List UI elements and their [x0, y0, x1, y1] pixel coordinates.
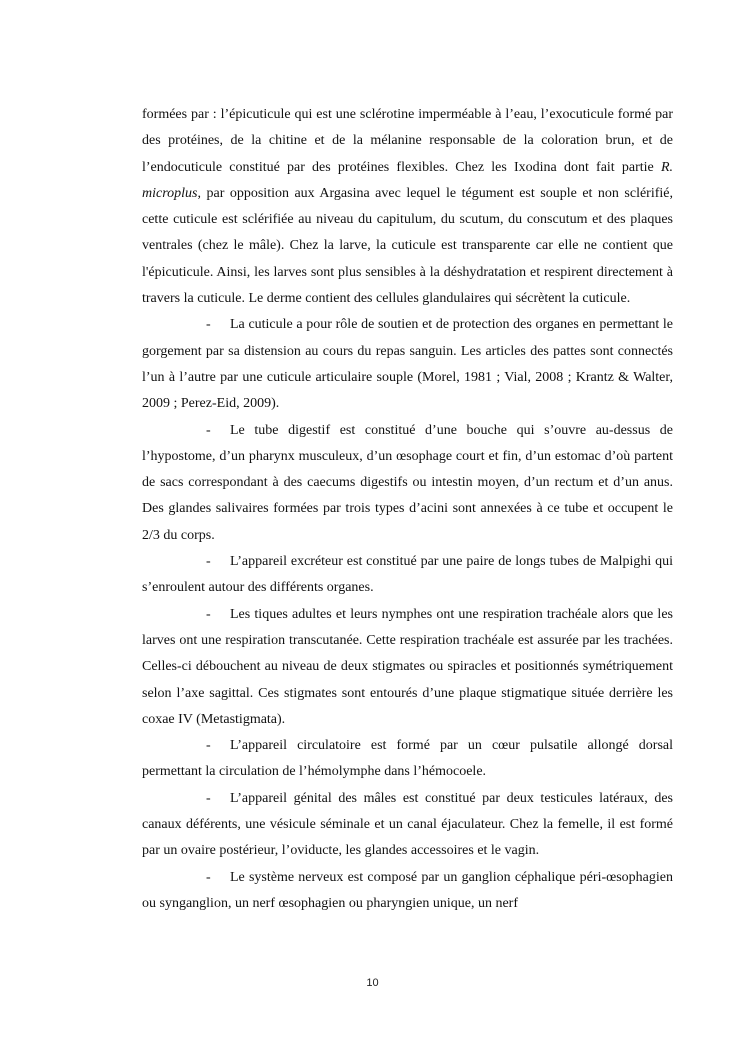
page-number: 10: [366, 977, 379, 989]
bullet-paragraph: [142, 733, 673, 786]
bullet-dash: -: [206, 869, 211, 885]
bullet-text-tube-digestif: Le tube digestif est constitué d’une bouche qui s’ouvre au-dessus de l’hypostome, d’un pharynx musculeux, d’un œsophage court et fin, d’un estomac d’où partent de sacs correspondant à des caecums digestifs ou intestin moyen, d’un rectum et d’un anus. Des glandes salivaires formées par trois types d’acini sont annexées à ce tube et occupent le 2/3 du corps.: [142, 422, 673, 543]
bullet-paragraph: [142, 786, 673, 865]
bullet-text-appareil-genital: L’appareil génital des mâles est constitué par deux testicules latéraux, des canaux déférents, une vésicule séminale et un canal éjaculateur. Chez la femelle, il est formé par un ovaire postérieur, l’oviducte, les glandes accessoires et le vagin.: [142, 790, 673, 859]
species-name: R. microplus: [142, 159, 673, 201]
bullet-dash: -: [206, 554, 211, 570]
bullet-text-systeme-nerveux: Le système nerveux est composé par un ganglion céphalique péri-œsophagien ou synganglion, un nerf œsophagien ou pharyngien unique, un nerf: [142, 869, 673, 911]
bullet-paragraph: [142, 549, 673, 602]
bullet-text-cuticule: La cuticule a pour rôle de soutien et de protection des organes en permettant le gorgement par sa distension au cours du repas sanguin. Les articles des pattes sont connectés l’un à l’autre par une cuticule articulaire souple (Morel, 1981 ; Vial, 2008 ; Krantz & Walter, 2009 ; Perez-Eid, 2009).: [142, 317, 673, 412]
bullet-text-appareil-excreteur: L’appareil excréteur est constitué par une paire de longs tubes de Malpighi qui s’enroulent autour des différents organes.: [142, 554, 673, 596]
bullet-paragraph: [142, 312, 673, 417]
intro-text-part2: , par opposition aux Argasina avec lequel le tégument est souple et non sclérifié, cette cuticule est sclérifiée au niveau du capitulum, du scutum, du conscutum et des plaques ventrales (chez le mâle). Chez la larve, la cuticule est transparente car elle ne contient que l'épicuticule. Ainsi, les larves sont plus sensibles à la déshydratation et respirent directement à travers la cuticule. Le derme contient des cellules glandulaires qui sécrètent la cuticule.: [142, 185, 673, 307]
bullet-dash: -: [206, 790, 211, 806]
bullet-dash: -: [206, 606, 211, 622]
bullet-text-appareil-circulatoire: L’appareil circulatoire est formé par un cœur pulsatile allongé dorsal permettant la circulation de l’hémolymphe dans l’hémocoele.: [142, 738, 673, 780]
body-text: [142, 102, 673, 917]
bullet-paragraph: [142, 865, 673, 918]
intro-paragraph: [142, 102, 673, 312]
bullet-dash: -: [206, 738, 211, 754]
bullet-paragraph: [142, 418, 673, 549]
intro-text-part1: formées par : l’épicuticule qui est une sclérotine imperméable à l’eau, l’exocuticule formé par des protéines, de la chitine et de la mélanine responsable de la coloration brun, et de l’endocuticule constitué par des protéines flexibles. Chez les Ixodina dont fait partie: [142, 107, 673, 175]
bullet-dash: -: [206, 317, 211, 333]
bullet-dash: -: [206, 422, 211, 438]
bullet-paragraph: [142, 602, 673, 733]
bullet-text-respiration: Les tiques adultes et leurs nymphes ont une respiration trachéale alors que les larves ont une respiration transcutanée. Cette respiration trachéale est assurée par les trachées. Celles-ci débouchent au niveau de deux stigmates ou spiracles et positionnés symétriquement selon l’axe sagittal. Ces stigmates sont entourés d’une plaque stigmatique située derrière les coxae IV (Metastigmata).: [142, 606, 673, 727]
